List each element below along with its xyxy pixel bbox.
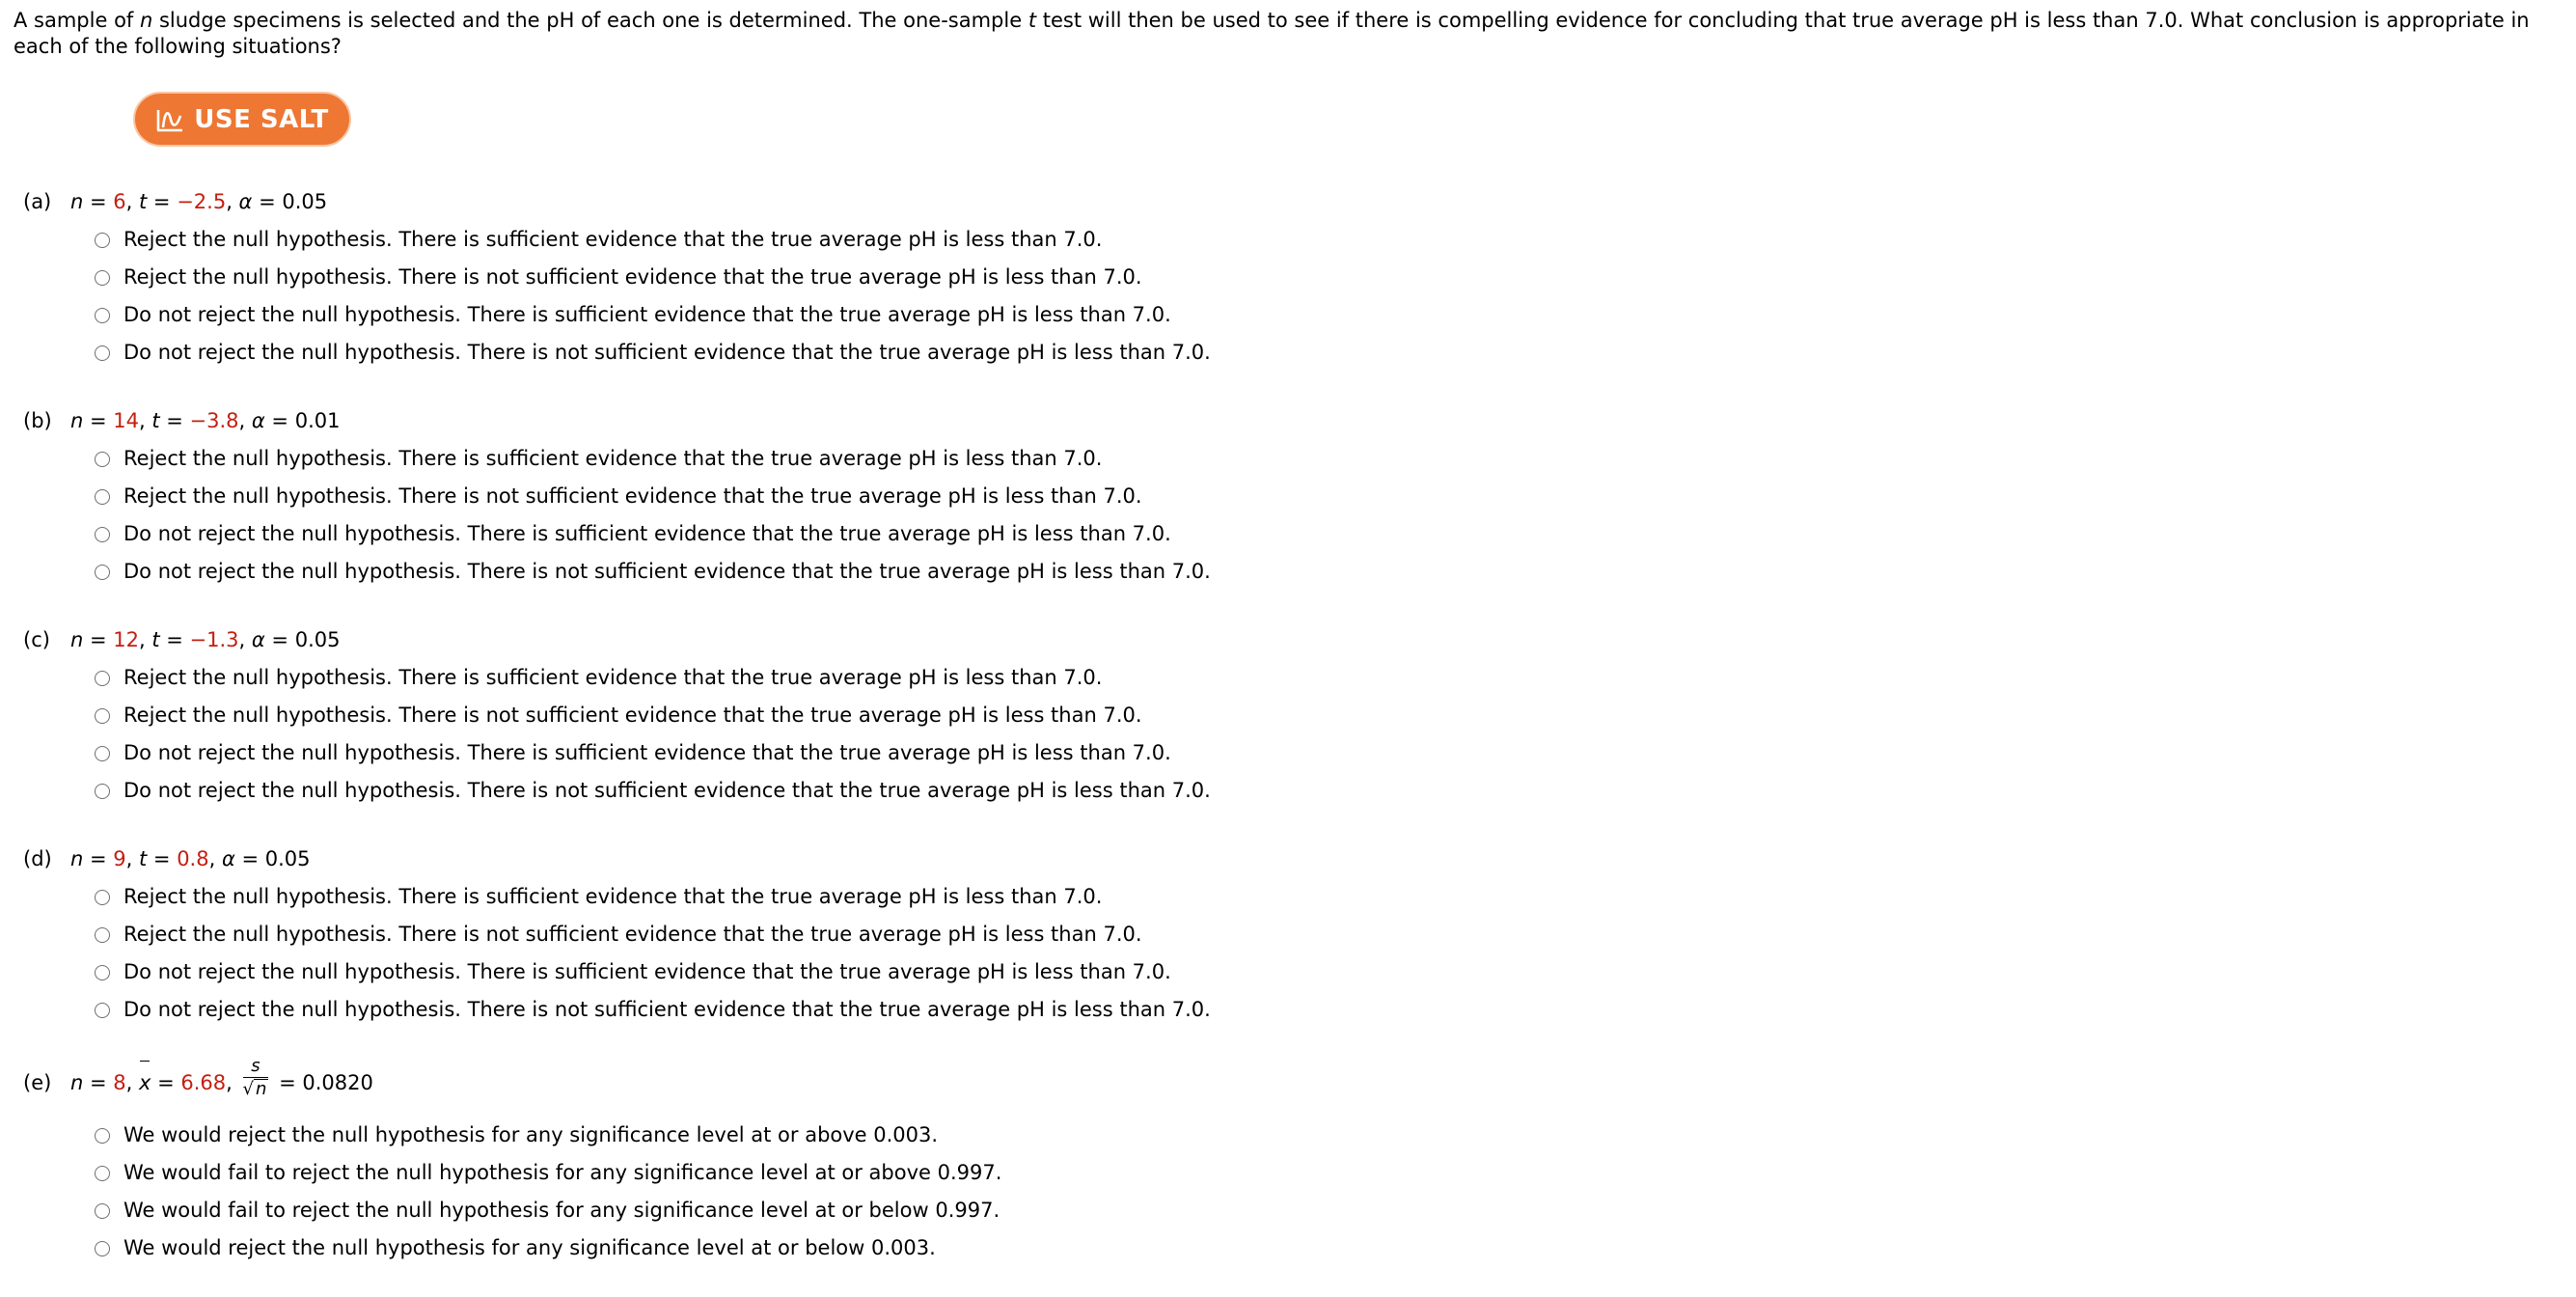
option-not-reject-sufficient[interactable] (23, 740, 1171, 778)
t-symbol: t (139, 190, 148, 213)
part-d (23, 846, 1211, 1035)
option-label: Reject the null hypothesis. There is not sufficient evidence that the true average pH is less than 7.0. (123, 923, 1142, 946)
option-reject-not-sufficient[interactable] (23, 264, 1142, 302)
n-value: 12 (113, 628, 139, 651)
option-label: We would reject the null hypothesis for any significance level at or below 0.003. (123, 1236, 936, 1259)
n-value: 6 (113, 190, 126, 213)
option-reject-sufficient[interactable] (23, 446, 1103, 483)
n-symbol: n (70, 628, 84, 651)
t-value: −1.3 (189, 628, 239, 651)
part-e (23, 1055, 1002, 1273)
option-reject-sufficient[interactable] (23, 227, 1103, 264)
part-d-givens (23, 846, 311, 872)
n-symbol: n (70, 190, 84, 213)
alpha-value: 0.05 (264, 847, 311, 870)
option-label: Do not reject the null hypothesis. There is sufficient evidence that the true average pH is less than 7.0. (123, 741, 1171, 764)
comma: , (125, 847, 139, 870)
part-letter: (d) (23, 847, 52, 870)
equals: = (159, 409, 190, 432)
option-reject-not-sufficient[interactable] (23, 922, 1142, 959)
equals: = (272, 1071, 303, 1094)
part-b (23, 408, 1211, 596)
t-value: −2.5 (177, 190, 227, 213)
radio-button[interactable] (95, 527, 110, 542)
alpha-value: 0.01 (294, 409, 341, 432)
comma: , (125, 1071, 139, 1094)
radio-button[interactable] (95, 784, 110, 799)
option-not-reject-not-sufficient[interactable] (23, 340, 1211, 377)
option-label: Reject the null hypothesis. There is sufficient evidence that the true average pH is less than 7.0. (123, 666, 1103, 689)
part-c-options (23, 665, 1211, 815)
option-reject-at-or-below[interactable] (23, 1235, 936, 1273)
t-symbol: t (151, 409, 160, 432)
sqrt-symbol: √ (242, 1078, 254, 1099)
comma: , (238, 628, 252, 651)
part-c-givens (23, 627, 340, 653)
alpha-symbol: α (238, 190, 253, 213)
intro-text: test will then be used to see if there is compelling evidence for concluding that true average pH is less than 7.0. What conclusion is appropriate in each of the following situations? (14, 9, 2530, 58)
option-label: Reject the null hypothesis. There is not sufficient evidence that the true average pH is less than 7.0. (123, 265, 1142, 289)
t-symbol: t (139, 847, 148, 870)
option-label: Do not reject the null hypothesis. There is not sufficient evidence that the true average pH is less than 7.0. (123, 560, 1211, 583)
intro-t-var: t (1028, 9, 1037, 32)
part-letter: (c) (23, 628, 50, 651)
radio-button[interactable] (95, 1203, 110, 1219)
option-label: Reject the null hypothesis. There is not sufficient evidence that the true average pH is less than 7.0. (123, 704, 1142, 727)
part-a-options (23, 227, 1211, 377)
alpha-symbol: α (221, 847, 235, 870)
comma: , (125, 190, 139, 213)
equals: = (83, 409, 114, 432)
option-label: We would reject the null hypothesis for any significance level at or above 0.003. (123, 1123, 939, 1146)
option-label: We would fail to reject the null hypothesis for any significance level at or below 0.997. (123, 1199, 1000, 1222)
part-e-options (23, 1122, 1002, 1273)
t-value: −3.8 (189, 409, 239, 432)
option-label: Reject the null hypothesis. There is sufficient evidence that the true average pH is less than 7.0. (123, 447, 1103, 470)
radio-button[interactable] (95, 345, 110, 361)
option-fail-reject-at-or-below[interactable] (23, 1198, 1000, 1235)
comma: , (139, 409, 152, 432)
option-not-reject-sufficient[interactable] (23, 521, 1171, 559)
radio-button[interactable] (95, 489, 110, 505)
radio-button[interactable] (95, 452, 110, 467)
option-label: Reject the null hypothesis. There is sufficient evidence that the true average pH is less than 7.0. (123, 228, 1103, 251)
fraction-denominator (243, 1078, 269, 1101)
fraction-numerator: s (243, 1056, 269, 1078)
xbar-symbol: x (139, 1060, 151, 1106)
salt-chart-icon (155, 106, 184, 133)
n-value: 8 (113, 1071, 126, 1094)
n-value: 9 (113, 847, 126, 870)
use-salt-label: USE SALT (194, 104, 329, 134)
n-symbol: n (70, 1071, 84, 1094)
xbar-value: 6.68 (180, 1071, 227, 1094)
part-a (23, 189, 1211, 377)
n-value: 14 (113, 409, 139, 432)
equals: = (252, 190, 283, 213)
option-reject-not-sufficient[interactable] (23, 483, 1142, 521)
question-intro (14, 8, 2565, 60)
use-salt-button[interactable] (133, 92, 351, 147)
comma: , (226, 190, 239, 213)
option-label: Reject the null hypothesis. There is sufficient evidence that the true average pH is less than 7.0. (123, 885, 1103, 908)
option-label: Reject the null hypothesis. There is not sufficient evidence that the true average pH is less than 7.0. (123, 484, 1142, 508)
radio-button[interactable] (95, 270, 110, 286)
option-not-reject-sufficient[interactable] (23, 959, 1171, 997)
n-symbol: n (70, 409, 84, 432)
radio-button[interactable] (95, 671, 110, 686)
option-label: Do not reject the null hypothesis. There is sufficient evidence that the true average pH is less than 7.0. (123, 960, 1171, 983)
sqrt-radicand: n (256, 1078, 267, 1099)
option-label: Do not reject the null hypothesis. There is sufficient evidence that the true average pH is less than 7.0. (123, 522, 1171, 545)
option-fail-reject-at-or-above[interactable] (23, 1160, 1002, 1198)
radio-button[interactable] (95, 965, 110, 980)
option-label: Do not reject the null hypothesis. There is not sufficient evidence that the true average pH is less than 7.0. (123, 341, 1211, 364)
part-c (23, 627, 1211, 815)
radio-button[interactable] (95, 890, 110, 905)
part-d-options (23, 884, 1211, 1035)
option-reject-at-or-above[interactable] (23, 1122, 939, 1160)
option-not-reject-not-sufficient[interactable] (23, 559, 1211, 596)
alpha-value: 0.05 (282, 190, 328, 213)
comma: , (139, 628, 152, 651)
equals: = (264, 409, 295, 432)
n-symbol: n (70, 847, 84, 870)
radio-button[interactable] (95, 1128, 110, 1144)
equals: = (147, 847, 178, 870)
option-reject-not-sufficient[interactable] (23, 703, 1142, 740)
equals: = (83, 847, 114, 870)
radio-button[interactable] (95, 927, 110, 943)
radio-button[interactable] (95, 565, 110, 580)
alpha-value: 0.05 (294, 628, 341, 651)
t-symbol: t (151, 628, 160, 651)
equals: = (264, 628, 295, 651)
radio-button[interactable] (95, 708, 110, 724)
equals: = (83, 1071, 114, 1094)
equals: = (147, 190, 178, 213)
radio-button[interactable] (95, 308, 110, 323)
comma: , (226, 1071, 239, 1094)
equals: = (83, 190, 114, 213)
intro-text: sludge specimens is selected and the pH of each one is determined. The one-sample (152, 9, 1028, 32)
option-label: Do not reject the null hypothesis. There is not sufficient evidence that the true average pH is less than 7.0. (123, 779, 1211, 802)
comma: , (208, 847, 222, 870)
part-a-givens (23, 189, 327, 215)
option-reject-sufficient[interactable] (23, 884, 1103, 922)
part-b-options (23, 446, 1211, 596)
part-letter: (b) (23, 409, 52, 432)
radio-button[interactable] (95, 1166, 110, 1181)
option-not-reject-not-sufficient[interactable] (23, 778, 1211, 815)
part-e-givens (23, 1055, 373, 1106)
t-value: 0.8 (177, 847, 209, 870)
radio-button[interactable] (95, 746, 110, 761)
standard-error-fraction (243, 1056, 269, 1101)
option-not-reject-sufficient[interactable] (23, 302, 1171, 340)
equals: = (83, 628, 114, 651)
option-reject-sufficient[interactable] (23, 665, 1103, 703)
equals: = (159, 628, 190, 651)
standard-error-value: 0.0820 (302, 1071, 373, 1094)
option-label: Do not reject the null hypothesis. There is not sufficient evidence that the true average pH is less than 7.0. (123, 998, 1211, 1021)
part-letter: (a) (23, 190, 52, 213)
intro-n-var: n (139, 9, 153, 32)
comma: , (238, 409, 252, 432)
part-b-givens (23, 408, 340, 434)
option-not-reject-not-sufficient[interactable] (23, 997, 1211, 1035)
equals: = (151, 1071, 181, 1094)
alpha-symbol: α (251, 628, 265, 651)
intro-text: A sample of (14, 9, 140, 32)
equals: = (234, 847, 265, 870)
radio-button[interactable] (95, 1003, 110, 1018)
part-letter: (e) (23, 1071, 52, 1094)
option-label: Do not reject the null hypothesis. There is sufficient evidence that the true average pH is less than 7.0. (123, 303, 1171, 326)
radio-button[interactable] (95, 233, 110, 248)
option-label: We would fail to reject the null hypothesis for any significance level at or above 0.997. (123, 1161, 1002, 1184)
alpha-symbol: α (251, 409, 265, 432)
radio-button[interactable] (95, 1241, 110, 1256)
